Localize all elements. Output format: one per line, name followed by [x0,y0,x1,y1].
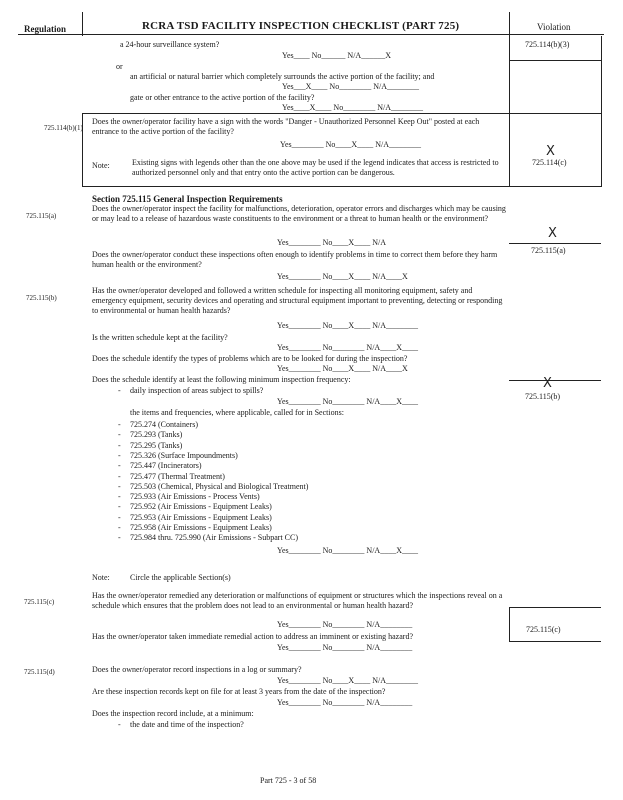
question-text: Does the owner/operator facility have a sign with the words "Danger - Unauthorized Personnel Keep Out" posted at each entrance to the active portion of the facility? [92,117,480,136]
bullet: - [118,720,121,729]
section-list-label: 725.477 (Thermal Treatment) [130,471,225,481]
section-rule-1 [82,113,602,114]
side-ref: 725.114(b)(1) [44,124,83,132]
answer-line: Yes___X____ No________ N/A________ [282,82,419,91]
violation-rule [509,380,601,381]
answer-line: Yes________ No____X____ N/A____X [277,364,408,373]
section-list-item [118,430,182,439]
violation-ref: 725.114(b)(3) [525,40,570,49]
violation-divider [509,36,510,186]
question-text: Does the schedule identify at least the following minimum inspection frequency: [92,375,351,384]
question-text: Does the owner/operator record inspections in a log or summary? [92,665,302,674]
answer-line: Yes________ No________ N/A________ [277,643,413,652]
bullet: - [118,533,121,543]
section-list-item [118,492,260,501]
violation-rule [509,641,601,642]
violation-rule [509,243,601,244]
answer-line: Yes________ No________ N/A____X____ [277,343,418,352]
question-text: Are these inspection records kept on file for at least 3 years from the date of the inspection? [92,687,386,696]
question-text: Does the inspection record include, at a minimum: [92,709,254,718]
page-title: RCRA TSD FACILITY INSPECTION CHECKLIST (PART 725) [142,20,460,32]
question-text: Does the schedule identify the types of problems which are to be looked for during the inspection? [92,354,408,363]
bullet: - [118,471,121,481]
section-list-label: 725.274 (Containers) [130,420,198,429]
violation-check: X [546,144,555,159]
violation-check: X [548,226,557,241]
bullet: - [118,481,121,491]
violation-ref: 725.114(c) [532,158,567,167]
note-label: Note: [92,573,110,582]
violation-column-header: Violation [537,22,571,32]
answer-line: Yes________ No____X____ N/A____X [277,272,408,281]
question-text: daily inspection of areas subject to spills? [130,386,264,395]
violation-ref: 725.115(b) [525,392,561,401]
question-text: Has the owner/operator remedied any deterioration or malfunctions of equipment or structures which the inspections reveal on a schedule which ensures that the problem does not lead to an environmental or human health hazard? [92,591,503,610]
section-heading: Section 725.115 General Inspection Requirements [92,194,283,204]
answer-line: Yes____ No______ N/A______X [282,51,391,60]
page-footer: Part 725 - 3 of 58 [260,776,317,785]
violation-ref: 725.115(c) [526,625,561,634]
section-list-label: 725.953 (Air Emissions - Equipment Leaks) [130,512,272,522]
section-list-label: 725.447 (Incinerators) [130,461,202,471]
section-list-item [118,461,202,470]
regulation-divider [82,12,83,36]
violation-box-rule [509,60,601,61]
section-list-label: 725.933 (Air Emissions - Process Vents) [130,492,260,502]
section-rule-2 [82,186,602,187]
section-list-item [118,502,272,511]
section-list-label: 725.326 (Surface Impoundments) [130,450,238,460]
side-ref: 725.115(b) [26,294,57,302]
bullet: - [118,461,121,471]
answer-line: Yes________ No____X____ N/A [277,238,386,247]
bullet: - [118,386,121,395]
section-list-item [118,523,272,532]
bullet: - [118,492,121,502]
section-list-label: 725.295 (Tanks) [130,440,183,450]
answer-line: Yes________ No____X____ N/A________ [277,676,418,685]
bullet: - [118,502,121,512]
violation-rule [509,607,601,608]
side-ref: 725.115(c) [24,598,55,606]
question-text: the date and time of the inspection? [130,720,244,729]
line-text: gate or other entrance to the active portion of the facility? [130,93,315,102]
answer-line: Yes________ No________ N/A________ [277,698,413,707]
question-text: Does the owner/operator conduct these inspections often enough to identify problems in time to correct them before they harm human health or the environment? [92,250,498,269]
bullet: - [118,430,121,440]
answer-line: Yes________ No____X____ N/A________ [277,321,418,330]
question-text: Has the owner/operator taken immediate remedial action to address an imminent or existing hazard? [92,632,413,641]
answer-line: Yes________ No________ N/A________ [277,620,413,629]
section-list-item [118,451,238,460]
violation-ref: 725.115(a) [531,246,566,255]
note-text: Circle the applicable Section(s) [130,573,231,582]
line-text: a 24-hour surveillance system? [120,40,220,49]
line-text: or [116,62,123,71]
bullet: - [118,420,121,429]
section-list-item [118,513,272,522]
section-list-item [118,482,308,491]
bullet: - [118,450,121,460]
line-text: an artificial or natural barrier which completely surrounds the active portion of the facility; and [130,72,435,81]
section-list-item [118,441,182,450]
question-text: Is the written schedule kept at the facility? [92,333,228,342]
violation-box-left [509,607,510,642]
side-ref: 725.115(d) [24,668,55,676]
answer-line: Yes________ No________ N/A____X____ [277,546,418,555]
bullet: - [118,523,121,532]
question-text: Does the owner/operator inspect the facility for malfunctions, deterioration, operator errors and discharges which may be causing or may lead to a release of hazardous waste constituents to the environment or a threat to human health or the environment? [92,204,506,223]
answer-line: Yes________ No____X____ N/A________ [280,140,421,149]
header-rule [18,34,604,35]
bullet: - [118,512,121,522]
note-label: Note: [92,161,110,170]
section-list-label: 725.293 (Tanks) [130,430,183,440]
question-text: Has the owner/operator developed and followed a written schedule for inspecting all monitoring equipment, safety and emergency equipment, security devices and operating and structural equipment important to preventing, detecting or responding to environmental or human health hazards? [92,286,503,315]
section-list-item [118,420,198,429]
bullet: - [118,440,121,450]
section-list-item [118,472,225,481]
section-list-label: 725.958 (Air Emissions - Equipment Leaks) [130,523,272,532]
violation-divider-top [509,12,510,36]
answer-line: Yes________ No________ N/A____X____ [277,397,418,406]
section-list-label: 725.952 (Air Emissions - Equipment Leaks) [130,502,272,512]
section-list-item [118,533,298,542]
question-box-right [601,36,602,186]
side-ref: 725.115(a) [26,212,57,220]
section-list-label: 725.503 (Chemical, Physical and Biological Treatment) [130,481,309,491]
answer-line: Yes____X____ No________ N/A________ [282,103,423,112]
question-text: the items and frequencies, where applicable, called for in Sections: [130,408,344,417]
violation-check: X [543,376,552,391]
regulation-column-header: Regulation [24,24,67,34]
note-text: Existing signs with legends other than the one above may be used if the legend indicates that access is restricted to authorized personnel only and that entry onto the active portion can be dangerous. [132,158,499,177]
section-list-label: 725.984 thru. 725.990 (Air Emissions - Subpart CC) [130,533,298,543]
